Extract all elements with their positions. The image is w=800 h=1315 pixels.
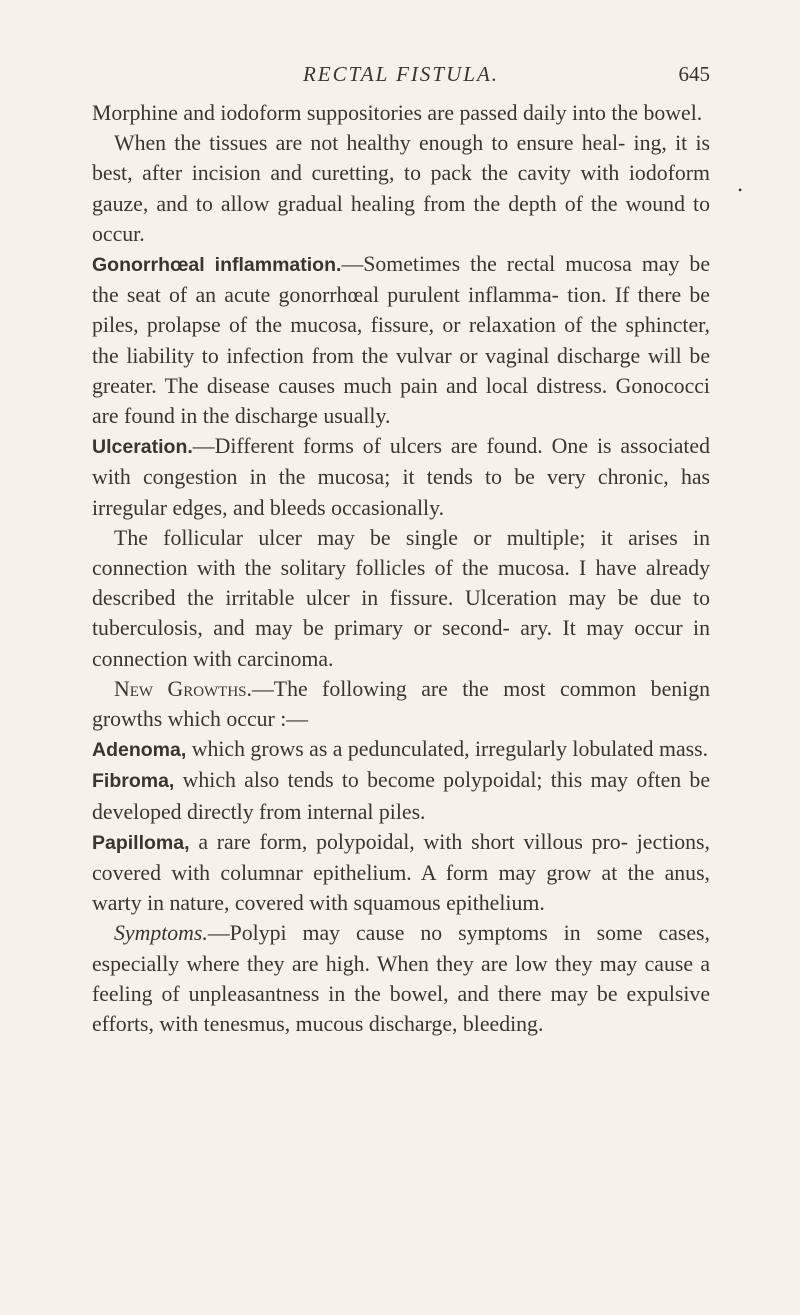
paragraph-text: —The following are the most common benign growths which occur :— bbox=[92, 676, 710, 732]
body-text bbox=[92, 98, 710, 1039]
paragraph-text: a rare form, polypoidal, with short villous pro- jections, covered with columnar epithelium. A form may grow at the anus, warty in nature, covered with squamous epithelium. bbox=[92, 829, 710, 916]
term-fibroma: Fibroma, bbox=[92, 770, 175, 793]
section-heading-gonorrhoeal: Gonorrhœal inflammation. bbox=[92, 254, 342, 277]
paragraph-papilloma bbox=[92, 827, 710, 919]
paragraph-text: which also tends to become polypoidal; this may often be developed directly from internal piles. bbox=[92, 768, 710, 824]
paragraph-new-growths bbox=[92, 674, 710, 734]
paragraph-text: —Sometimes the rectal mucosa may be the seat of an acute gonorrhœal purulent inflamma- tion. If there be piles, prolapse of the mucosa, fissure, or relaxation of the sphincter, the liability to infection from the vulvar or vaginal discharge will be greater. The disease causes much pain and local distress. Gonococci are found in the discharge usually. bbox=[92, 252, 711, 429]
paragraph-text: which grows as a pedunculated, irregularly lobulated mass. bbox=[186, 737, 709, 762]
margin-mark: • bbox=[738, 183, 743, 197]
paragraph-text: —Different forms of ulcers are found. One is associated with congestion in the mucosa; it tends to be very chronic, has irregular edges, and bleeds occasionally. bbox=[92, 434, 710, 520]
section-heading-symptoms: Symptoms. bbox=[114, 921, 208, 946]
paragraph-text: Morphine and iodoform suppositories are passed daily into the bowel. bbox=[92, 101, 703, 125]
paragraph-text: When the tissues are not healthy enough to ensure heal- ing, it is best, after incision and curetting, to pack the cavity with iodoform gauze, and to allow gradual healing from the depth of the wound to occur. bbox=[92, 131, 710, 246]
paragraph-healing bbox=[92, 128, 710, 249]
paragraph-gonorrhoeal bbox=[92, 249, 710, 431]
paragraph-text: —Polypi may cause no symptoms in some cases, especially where they are high. When they are low they may cause a feeling of unpleasantness in the bowel, and there may be expulsive efforts, with tenesmus, mucous discharge, bleeding. bbox=[92, 921, 710, 1037]
term-papilloma: Papilloma, bbox=[92, 831, 190, 854]
running-head bbox=[92, 62, 710, 92]
paragraph-follicular-ulcer bbox=[92, 523, 710, 674]
section-heading-ulceration: Ulceration. bbox=[92, 436, 193, 459]
paragraph-symptoms bbox=[92, 918, 710, 1039]
paragraph-morphine bbox=[92, 98, 710, 128]
term-adenoma: Adenoma, bbox=[92, 739, 187, 762]
paragraph-ulceration bbox=[92, 431, 710, 523]
section-heading-new-growths: New Growths. bbox=[114, 676, 252, 701]
page-number: 645 bbox=[678, 62, 710, 86]
paragraph-adenoma bbox=[92, 734, 710, 765]
paragraph-fibroma bbox=[92, 765, 710, 826]
paragraph-text: The follicular ulcer may be single or multiple; it arises in connection with the solitary follicles of the mucosa. I have already described the irritable ulcer in fissure. Ulceration may be due to tuberculosis, and may be primary or second- ary. It may occur in connection with carcinoma. bbox=[92, 525, 710, 671]
running-title: RECTAL FISTULA. bbox=[302, 62, 500, 86]
